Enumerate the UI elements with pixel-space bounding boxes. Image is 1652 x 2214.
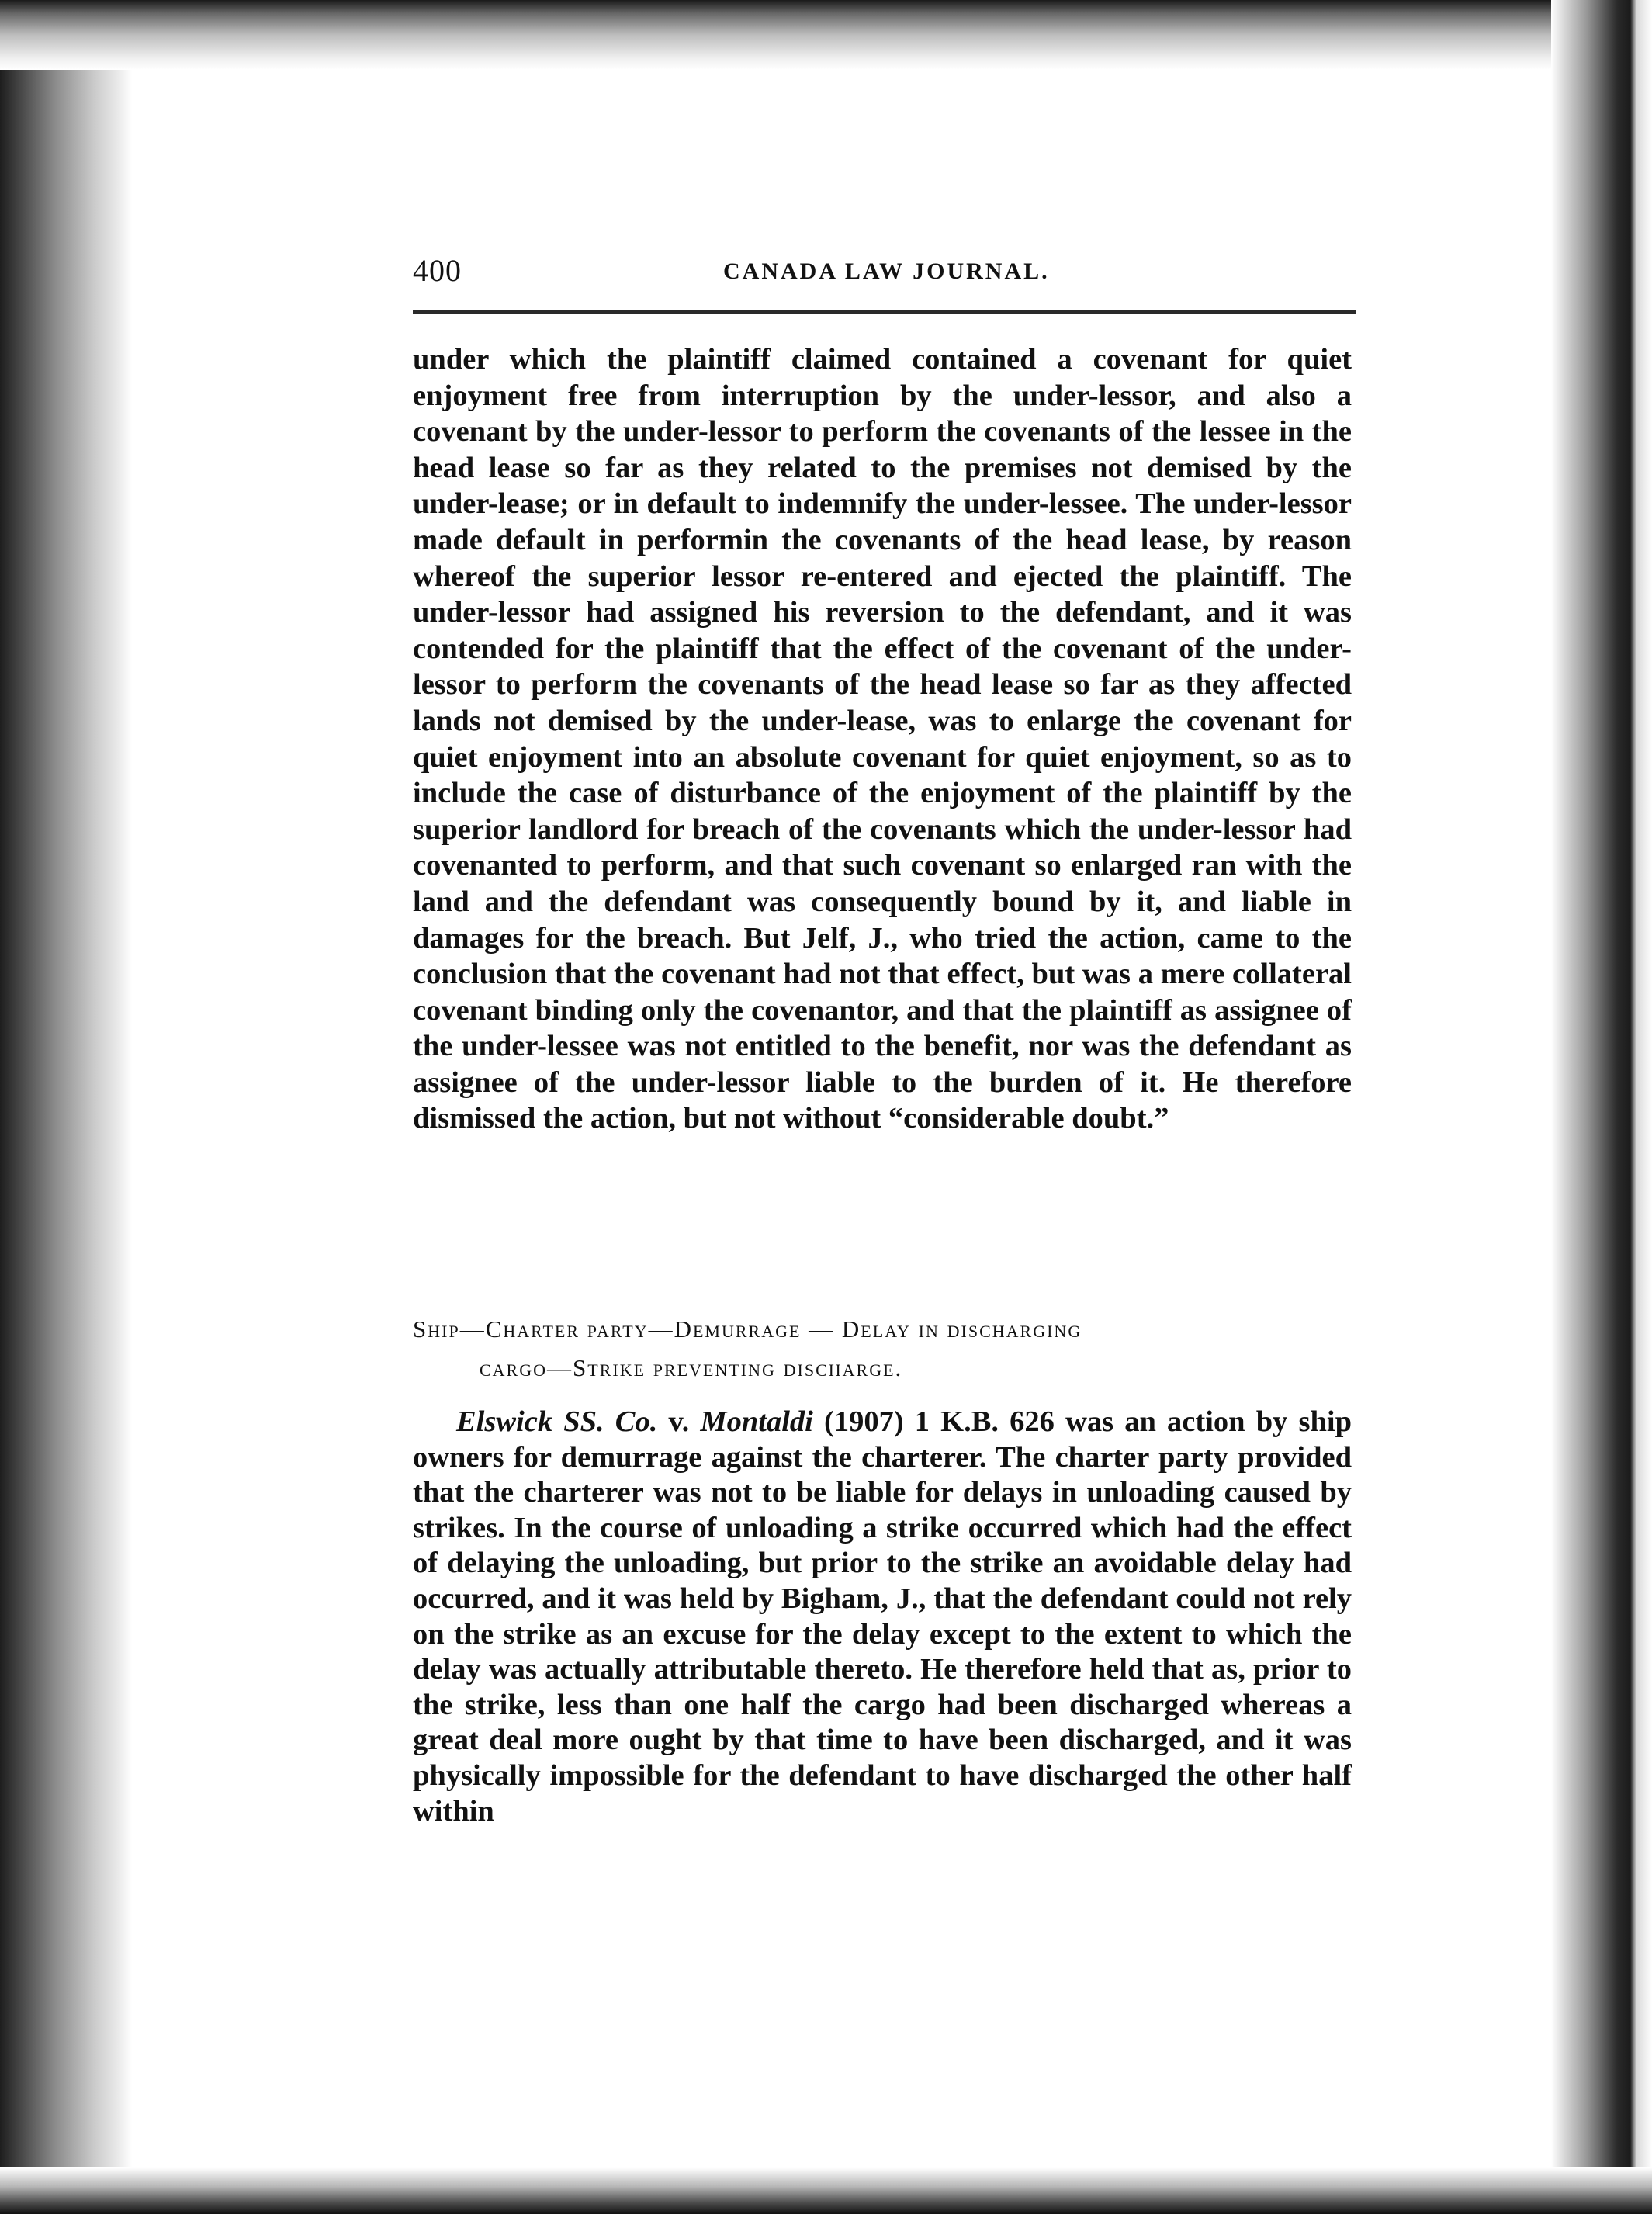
case-paragraph <box>413 1405 1352 1829</box>
section-heading-line2: cargo—Strike preventing discharge. <box>480 1354 903 1381</box>
case-text: (1907) 1 K.B. 626 was an action by ship owners for demurrage against the charterer. The charter party provided that the charterer was not to be liable for delays in unloading caused by strikes. In the course of unloading a strike occurred which had the effect of delaying the unloading, but prior to the strike an avoidable delay had occurred, and it was held by Bigham, J., that the defendant could not rely on the strike as an excuse for the delay except to the extent to which the delay was actually attributable thereto. He therefore held that as, prior to the strike, less than one half the cargo had been discharged whereas a great deal more ought by that time to have been discharged, and it was physically impossible for the defendant to have discharged the other half within <box>413 1405 1352 1828</box>
section-heading-line1: Ship—Charter party—Demurrage — Delay in discharging <box>413 1315 1082 1343</box>
continued-paragraph-text: under which the plaintiff claimed contained a covenant for quiet enjoyment free from interruption by the under-lessor, and also a covenant by the under-lessor to perform the covenants of the lessee in the head lease so far as they related to the premises not demised by the under-lease; or in default to indemnify the under-lessee. The under-lessor made default in performin the covenants of the head lease, by reason whereof the superior lessor re-entered and ejected the plaintiff. The under-lessor had assigned his reversion to the defendant, and it was contended for the plaintiff that the effect of the covenant of the under-lessor to perform the covenants of the head lease so far as they affected lands not demised by the under-lease, was to enlarge the covenant for quiet enjoyment into an absolute covenant for quiet enjoyment, so as to include the case of disturbance of the enjoyment of the plaintiff by the superior landlord for breach of the covenants which the under-lessor had covenanted to perform, and that such covenant so enlarged ran with the land and the defendant was consequently bound by it, and liable in damages for the breach. But Jelf, J., who tried the action, came to the conclusion that the covenant had not that effect, but was a mere collateral covenant binding only the covenantor, and that the plaintiff as assignee of the under-lessee was not entitled to the benefit, nor was the defendant as assignee of the under-lessor liable to the burden of it. He therefore dismissed the action, but not without “considerable doubt.” <box>413 343 1352 1135</box>
case-name-plaintiff: Elswick SS. Co. <box>456 1405 658 1438</box>
scan-edge-right <box>1551 0 1652 2214</box>
page-header <box>413 252 1352 299</box>
scan-edge-left <box>0 0 132 2214</box>
continued-paragraph <box>413 341 1352 1137</box>
page-number: 400 <box>413 253 462 288</box>
scan-edge-bottom <box>0 2167 1652 2214</box>
scan-edge-top <box>0 0 1652 70</box>
case-name-defendant: Montaldi <box>700 1405 813 1438</box>
section-heading <box>413 1310 1352 1388</box>
case-versus: v. <box>657 1405 701 1438</box>
running-head: CANADA LAW JOURNAL. <box>723 258 1050 284</box>
header-rule <box>413 310 1356 314</box>
